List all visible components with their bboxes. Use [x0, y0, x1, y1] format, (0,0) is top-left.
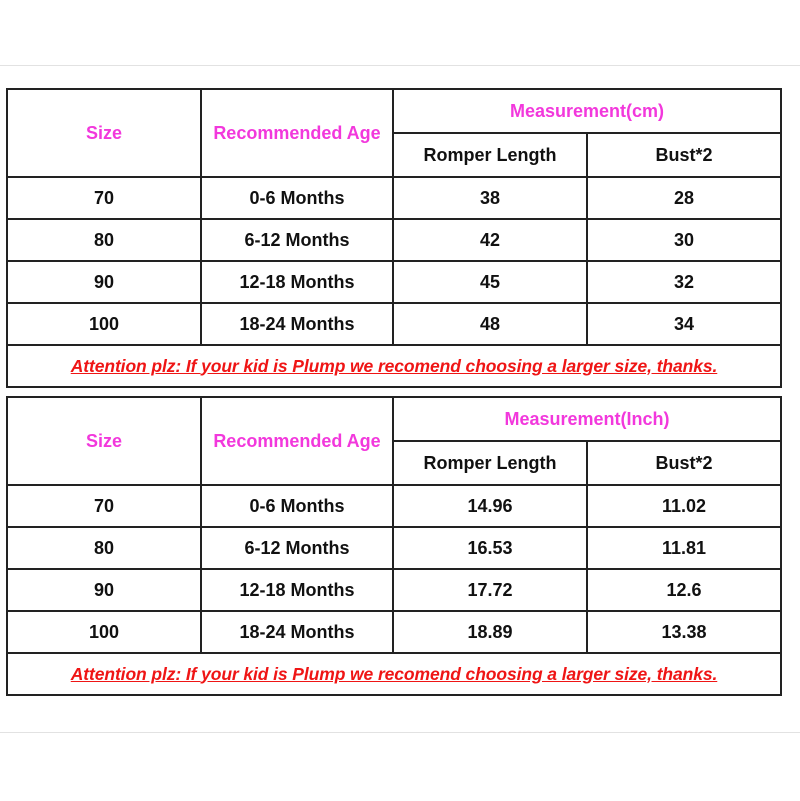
header-row	[7, 397, 781, 441]
size-cell: 70	[7, 485, 201, 527]
table-row	[7, 303, 781, 345]
bust-cell: 11.81	[587, 527, 781, 569]
size-header: Size	[7, 397, 201, 485]
bust-cell: 28	[587, 177, 781, 219]
length-cell: 42	[393, 219, 587, 261]
length-cell: 14.96	[393, 485, 587, 527]
measurement-header: Measurement(cm)	[393, 89, 781, 133]
bust-cell: 13.38	[587, 611, 781, 653]
bust-cell: 32	[587, 261, 781, 303]
size-cell: 80	[7, 527, 201, 569]
table-row	[7, 261, 781, 303]
size-chart-cm	[6, 88, 782, 388]
age-cell: 12-18 Months	[201, 569, 393, 611]
table-row	[7, 485, 781, 527]
romper-length-header: Romper Length	[393, 441, 587, 485]
measurement-header: Measurement(Inch)	[393, 397, 781, 441]
note-row	[7, 653, 781, 695]
bust-header: Bust*2	[587, 133, 781, 177]
size-header: Size	[7, 89, 201, 177]
age-cell: 18-24 Months	[201, 611, 393, 653]
bust-cell: 11.02	[587, 485, 781, 527]
length-cell: 38	[393, 177, 587, 219]
length-cell: 17.72	[393, 569, 587, 611]
length-cell: 18.89	[393, 611, 587, 653]
table-row	[7, 219, 781, 261]
size-cell: 80	[7, 219, 201, 261]
table-row	[7, 611, 781, 653]
bust-header: Bust*2	[587, 441, 781, 485]
age-cell: 0-6 Months	[201, 177, 393, 219]
table-row	[7, 527, 781, 569]
size-cell: 90	[7, 261, 201, 303]
table-row	[7, 569, 781, 611]
bust-cell: 12.6	[587, 569, 781, 611]
age-cell: 6-12 Months	[201, 527, 393, 569]
size-cell: 90	[7, 569, 201, 611]
size-cell: 100	[7, 611, 201, 653]
romper-length-header: Romper Length	[393, 133, 587, 177]
length-cell: 48	[393, 303, 587, 345]
size-cell: 70	[7, 177, 201, 219]
age-header: Recommended Age	[201, 397, 393, 485]
age-cell: 12-18 Months	[201, 261, 393, 303]
top-divider	[0, 65, 800, 66]
header-row	[7, 89, 781, 133]
note-row	[7, 345, 781, 387]
size-cell: 100	[7, 303, 201, 345]
size-chart-inch	[6, 396, 782, 696]
age-cell: 6-12 Months	[201, 219, 393, 261]
length-cell: 45	[393, 261, 587, 303]
top-band	[0, 0, 800, 66]
attention-note: Attention plz: If your kid is Plump we recomend choosing a larger size, thanks.	[7, 345, 781, 387]
bottom-band	[0, 732, 800, 801]
length-cell: 16.53	[393, 527, 587, 569]
bust-cell: 30	[587, 219, 781, 261]
attention-note: Attention plz: If your kid is Plump we recomend choosing a larger size, thanks.	[7, 653, 781, 695]
age-cell: 0-6 Months	[201, 485, 393, 527]
age-header: Recommended Age	[201, 89, 393, 177]
age-cell: 18-24 Months	[201, 303, 393, 345]
bust-cell: 34	[587, 303, 781, 345]
table-row	[7, 177, 781, 219]
